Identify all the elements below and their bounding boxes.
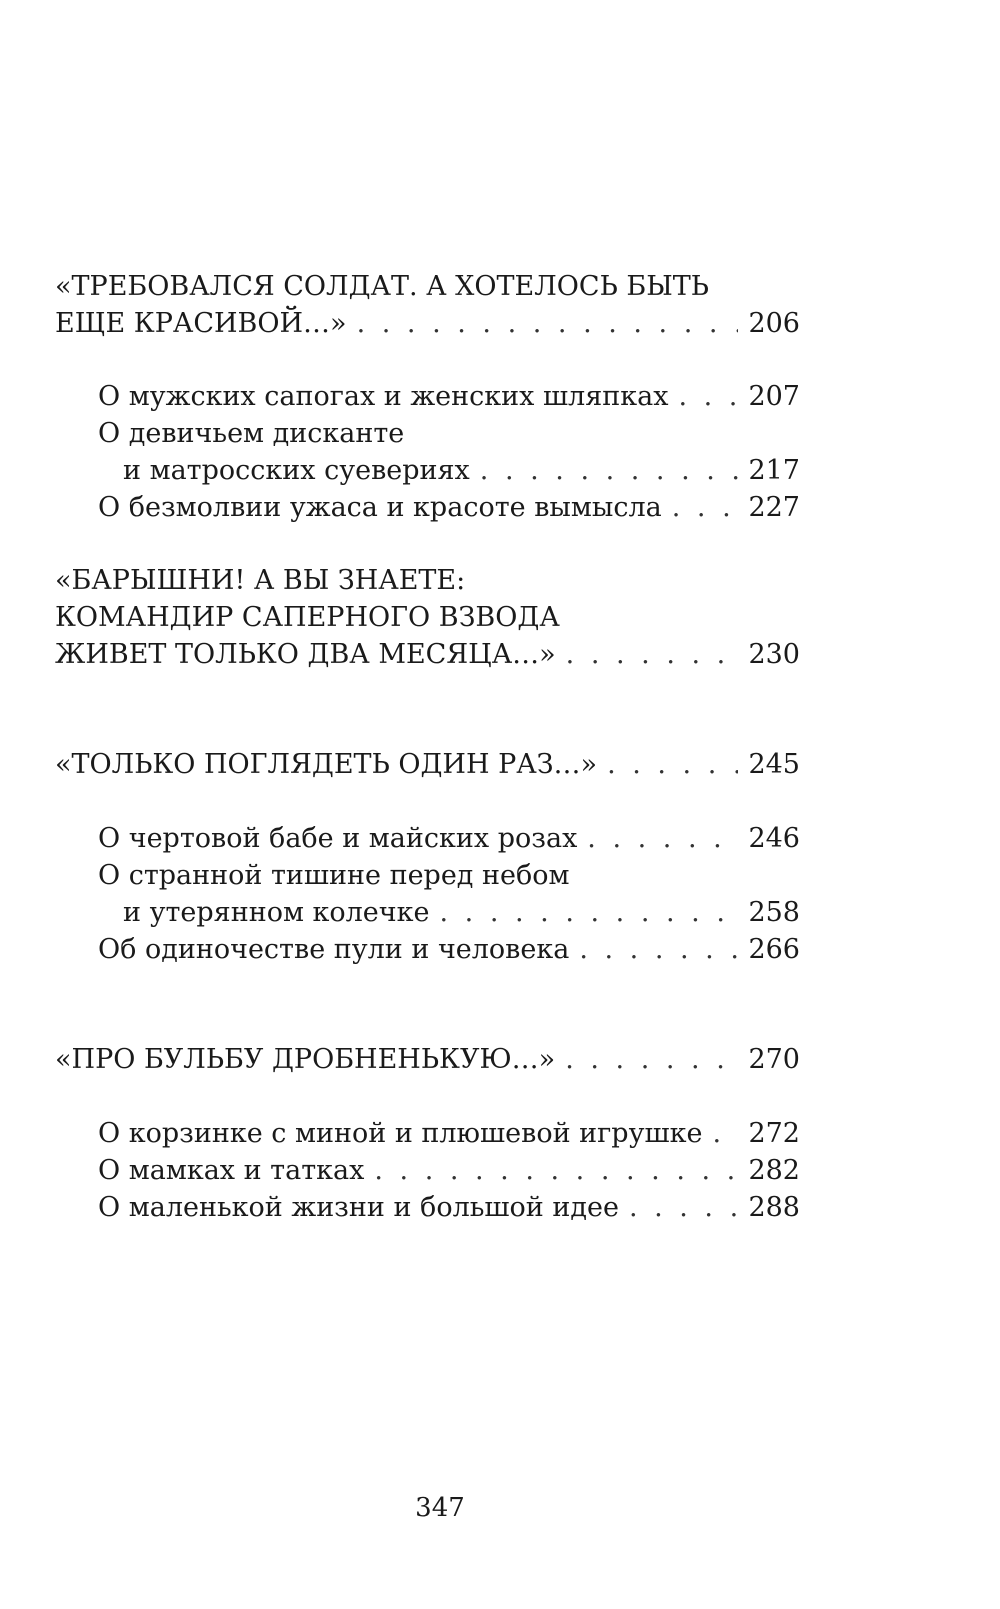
section-heading-row xyxy=(55,1041,800,1079)
section-heading-line: ЖИВЕТ ТОЛЬКО ДВА МЕСЯЦА…» xyxy=(55,639,556,670)
entry-title: О безмолвии ужаса и красоте вымысла xyxy=(98,492,662,523)
page-number: 270 xyxy=(748,1044,800,1075)
entry-title: О корзинке с миной и плюшевой игрушке xyxy=(98,1118,703,1149)
page-number: 227 xyxy=(748,492,800,523)
page-folio: 347 xyxy=(415,1493,465,1523)
dot-leader xyxy=(357,305,739,343)
page-number: 246 xyxy=(748,823,800,854)
page-number: 230 xyxy=(748,639,800,670)
page-number: 288 xyxy=(748,1192,800,1223)
toc-entry xyxy=(98,820,800,858)
page-number: 207 xyxy=(748,381,800,412)
dot-leader xyxy=(629,1189,739,1227)
entry-title: О странной тишине перед небом xyxy=(98,860,570,891)
entry-title: О маленькой жизни и большой идее xyxy=(98,1192,619,1223)
toc-entry xyxy=(98,489,800,527)
toc-entry xyxy=(123,894,800,932)
page-number: 217 xyxy=(748,455,800,486)
dot-leader xyxy=(672,489,739,527)
dot-leader xyxy=(374,1152,738,1190)
dot-leader xyxy=(440,894,739,932)
entry-title: О мужских сапогах и женских шляпках xyxy=(98,381,669,412)
page-number: 245 xyxy=(748,749,800,780)
entry-title: О мамках и татках xyxy=(98,1155,365,1186)
toc-entry xyxy=(98,378,800,416)
dot-leader xyxy=(565,1041,738,1079)
section-heading-line: «ТОЛЬКО ПОГЛЯДЕТЬ ОДИН РАЗ…» xyxy=(55,749,598,780)
entry-title-continuation: и матросских суевериях xyxy=(123,455,470,486)
entry-title: О чертовой бабе и майских розах xyxy=(98,823,578,854)
page-number: 282 xyxy=(748,1155,800,1186)
dot-leader xyxy=(678,378,738,416)
entry-title: Об одиночестве пули и человека xyxy=(98,934,570,965)
dot-leader xyxy=(566,636,739,674)
dot-leader xyxy=(607,746,738,784)
dot-leader xyxy=(579,931,738,969)
section-heading-line: КОМАНДИР САПЕРНОГО ВЗВОДА xyxy=(55,602,560,633)
dot-leader xyxy=(480,452,739,490)
page-number: 266 xyxy=(748,934,800,965)
page-number: 206 xyxy=(748,308,800,339)
section-heading-line: «БАРЫШНИ! А ВЫ ЗНАЕТЕ: xyxy=(55,565,466,596)
entry-title-continuation: и утерянном колечке xyxy=(123,897,430,928)
section-heading-line: ЕЩЕ КРАСИВОЙ…» xyxy=(55,308,347,339)
section-heading-row xyxy=(55,305,800,343)
dot-leader xyxy=(712,1115,738,1153)
entry-title: О девичьем дисканте xyxy=(98,418,405,449)
toc-entry xyxy=(98,931,800,969)
toc-entry xyxy=(98,1115,800,1153)
toc-entry xyxy=(123,452,800,490)
section-heading-row xyxy=(55,746,800,784)
section-heading-line: «ТРЕБОВАЛСЯ СОЛДАТ. А ХОТЕЛОСЬ БЫТЬ xyxy=(55,271,709,302)
toc-entry xyxy=(98,1189,800,1227)
section-heading-row xyxy=(55,636,800,674)
dot-leader xyxy=(587,820,738,858)
toc-entry xyxy=(98,1152,800,1190)
page-number: 258 xyxy=(748,897,800,928)
page-number: 272 xyxy=(748,1118,800,1149)
section-heading-line: «ПРО БУЛЬБУ ДРОБНЕНЬКУЮ…» xyxy=(55,1044,556,1075)
